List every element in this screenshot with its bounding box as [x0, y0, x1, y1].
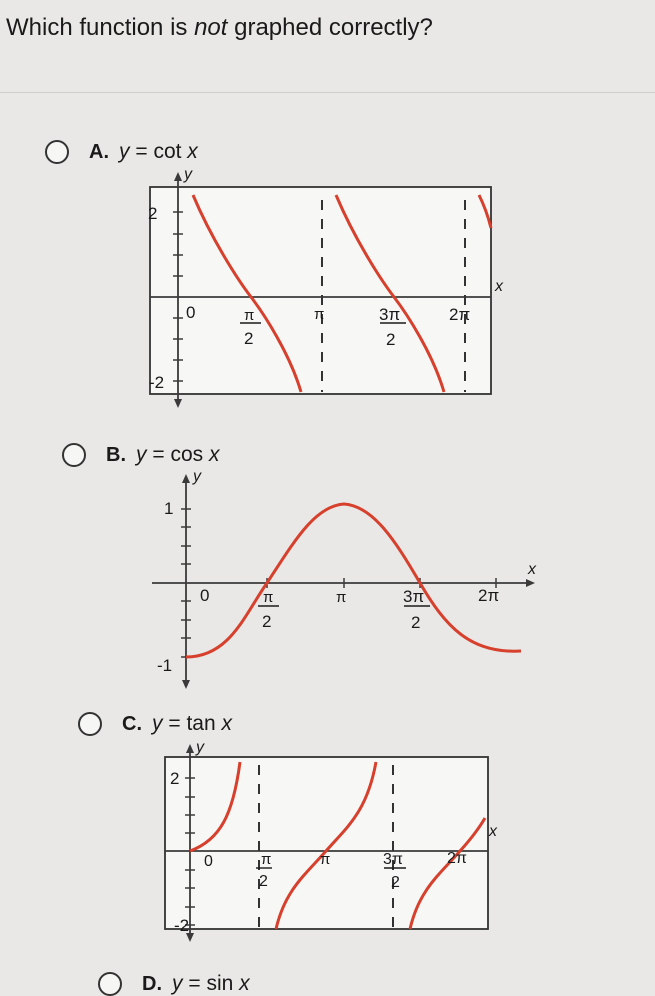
x-tick-label: 3π — [383, 851, 403, 868]
equation-equals: = — [129, 140, 154, 163]
x-tick-label: 2π — [449, 305, 471, 324]
y-axis-label: y — [196, 739, 204, 756]
option-letter: C. — [122, 712, 142, 735]
question-part: Which function is — [6, 14, 195, 41]
x-tick-label: 2π — [478, 586, 500, 605]
y-tick-label: 1 — [164, 499, 174, 518]
y-tick-label: 2 — [148, 204, 158, 223]
equation-lhs: y — [136, 443, 147, 466]
x-axis-label: x — [489, 823, 497, 840]
x-tick-label: 2 — [244, 329, 254, 348]
x-axis-label: x — [495, 278, 503, 295]
x-tick-label: 2 — [386, 330, 396, 349]
x-axis-label: x — [528, 561, 536, 578]
equation-variable: x — [187, 140, 198, 163]
equation-variable: x — [208, 443, 220, 466]
radio-option-d[interactable] — [98, 972, 122, 996]
equation-equals: = — [182, 972, 207, 995]
x-tick-label: 2 — [262, 612, 272, 631]
equation-variable: x — [221, 712, 232, 735]
option-letter: B. — [106, 443, 126, 466]
equation-lhs: y — [119, 140, 130, 163]
x-tick-label: π — [320, 851, 331, 868]
equation-lhs: y — [172, 972, 183, 995]
x-tick-label: π — [263, 589, 274, 606]
option-letter: A. — [89, 140, 109, 163]
equation-equals: = — [162, 712, 187, 735]
origin-label: 0 — [204, 853, 213, 870]
question-part: graphed correctly? — [227, 14, 433, 41]
x-tick-label: 3π — [379, 305, 401, 324]
equation-variable: x — [239, 972, 250, 995]
question-emphasis: not — [194, 14, 228, 41]
x-tick-label: π — [244, 307, 255, 324]
x-tick-label: π — [261, 851, 272, 868]
y-axis-label: y — [193, 468, 201, 485]
y-tick-label: -2 — [149, 373, 165, 392]
y-tick-label: -2 — [174, 916, 190, 935]
equation-lhs: y — [152, 712, 163, 735]
x-tick-label: 2 — [391, 874, 400, 891]
origin-label: 0 — [186, 303, 196, 322]
x-tick-label: 3π — [403, 587, 425, 606]
option-letter: D. — [142, 972, 162, 995]
origin-label: 0 — [200, 586, 210, 605]
y-tick-label: -1 — [157, 656, 173, 675]
x-tick-label: 2 — [411, 613, 421, 632]
equation-function: cot — [153, 140, 188, 163]
x-tick-label: 2π — [447, 850, 467, 867]
equation-equals: = — [146, 443, 171, 466]
option-equation — [172, 972, 250, 996]
y-tick-label: 2 — [170, 769, 180, 788]
equation-function: tan — [186, 712, 222, 735]
equation-function: sin — [206, 972, 240, 995]
equation-function: cos — [170, 443, 209, 466]
x-tick-label: 2 — [259, 873, 268, 890]
y-axis-label: y — [184, 166, 192, 183]
x-tick-label: π — [314, 306, 325, 323]
x-tick-label: π — [336, 589, 347, 606]
option-d[interactable] — [98, 972, 250, 996]
